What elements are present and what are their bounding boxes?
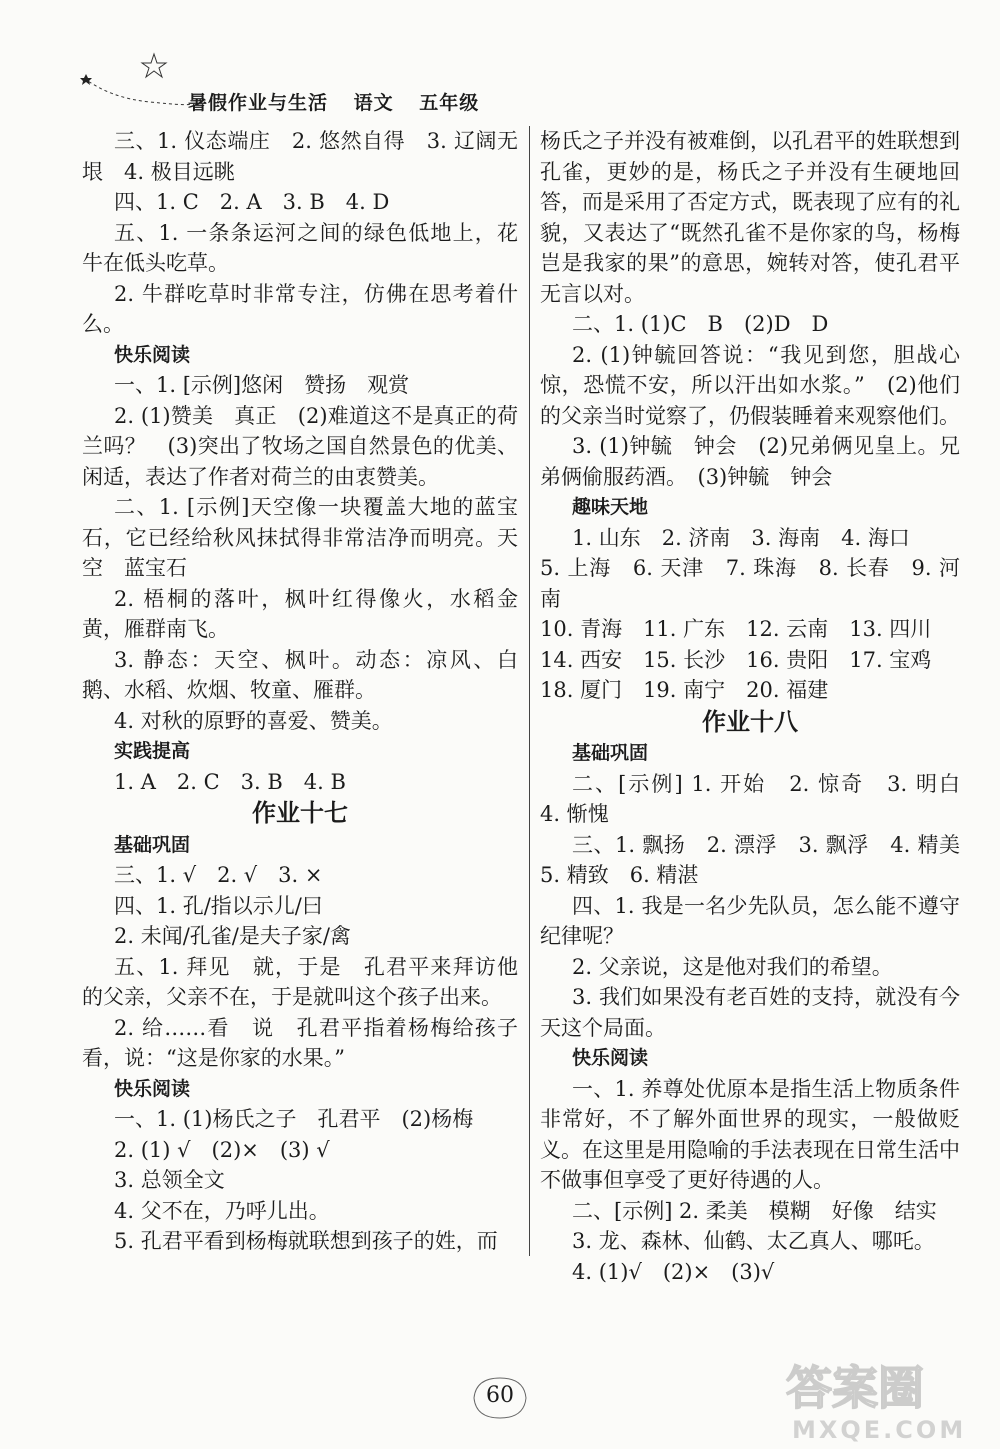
- section-subheading: 实践提高: [114, 740, 191, 762]
- answer-line: 1. A 2. C 3. B 4. B: [114, 769, 346, 794]
- answer-line: 四、1. 我是一名少先队员，怎么能不遵守纪律呢？: [540, 893, 960, 948]
- answer-line: 2. (1)赞美 真正 (2)难道这不是真正的荷兰吗？ (3)突出了牧场之国自然景色的优美、闲适，表达了作者对荷兰的由衷赞美。: [82, 403, 518, 489]
- section-subheading: 快乐阅读: [114, 1077, 191, 1100]
- grade-label: 五年级: [419, 92, 480, 114]
- answer-line: 三、1. 仪态端庄 2. 悠然自得 3. 辽阔无垠 4. 极目远眺: [82, 129, 518, 184]
- answer-line: 五、1. 一条条运河之间的绿色低地上，花牛在低头吃草。: [82, 220, 518, 275]
- answer-line: 4. 父不在，乃呼儿出。: [114, 1198, 330, 1223]
- section-title: 作业十八: [702, 707, 798, 736]
- small-star-icon: [80, 74, 92, 85]
- answer-line: 四、1. C 2. A 3. B 4. D: [114, 190, 390, 214]
- answer-line: 18. 厦门 19. 南宁 20. 福建: [540, 678, 829, 702]
- answer-line: 3. 总领全文: [114, 1168, 225, 1192]
- answer-line: 三、1. √ 2. √ 3. ×: [114, 863, 323, 887]
- section-subheading: 基础巩固: [572, 742, 649, 764]
- answer-line: 4. 对秋的原野的喜爱、赞美。: [114, 708, 393, 733]
- section-subheading: 快乐阅读: [572, 1047, 649, 1069]
- section-title: 作业十七: [252, 799, 348, 827]
- answer-line: 3. 静态：天空、枫叶。动态：凉风、白鹅、水稻、炊烟、牧童、雁群。: [82, 647, 518, 702]
- answer-line: 2. 父亲说，这是他对我们的希望。: [572, 954, 893, 979]
- answer-line: 二、[示例] 2. 柔美 模糊 好像 结实: [572, 1198, 937, 1223]
- answer-line: 14. 西安 15. 长沙 16. 贵阳 17. 宝鸡: [540, 647, 932, 672]
- watermark-logo: [778, 1352, 993, 1444]
- answer-line: 二、1. (1)C B (2)D D: [572, 312, 829, 336]
- answer-line: 5. 上海 6. 天津 7. 珠海 8. 长春 9. 河南: [540, 556, 960, 611]
- answer-line: 10. 青海 11. 广东 12. 云南 13. 四川: [540, 617, 932, 641]
- header-title: [188, 88, 497, 115]
- star-icon: [142, 54, 166, 77]
- left-column: [82, 126, 518, 1257]
- answer-line: 2. (1) √ (2)× (3) √: [114, 1137, 330, 1162]
- book-title: 暑假作业与生活: [188, 92, 329, 114]
- watermark-text: 答案圈: [786, 1361, 924, 1415]
- watermark-url: MXQE.COM: [792, 1416, 967, 1444]
- page-header: [70, 50, 530, 120]
- answer-line: 一、1. [示例]悠闲 赞扬 观赏: [114, 373, 410, 397]
- section-subheading: 快乐阅读: [114, 343, 191, 366]
- section-subheading: 基础巩固: [114, 833, 191, 856]
- answer-line: 3. 我们如果没有老百姓的支持，就没有今天这个局面。: [540, 985, 960, 1040]
- answer-line: 二、1. [示例]天空像一块覆盖大地的蓝宝石，它已经给秋风抹拭得非常洁净而明亮。天空 蓝宝石: [82, 495, 518, 580]
- answer-line: 3. 龙、森林、仙鹤、太乙真人、哪吒。: [572, 1229, 935, 1253]
- answer-line: 二、[示例] 1. 开始 2. 惊奇 3. 明白 4. 惭愧: [540, 771, 981, 826]
- answer-line: 杨氏之子并没有被难倒，以孔君平的姓联想到孔雀，更妙的是，杨氏之子并没有生硬地回答，而是采用了否定方式，既表现了应有的礼貌，又表达了“既然孔雀不是你家的鸟，杨梅岂是我家的果”的意思，婉转对答，使孔君平无言以对。: [540, 129, 960, 306]
- answer-line: 一、1. (1)杨氏之子 孔君平 (2)杨梅: [114, 1107, 474, 1131]
- page-number: 60: [486, 1383, 514, 1408]
- answer-line: 5. 孔君平看到杨梅就联想到孩子的姓，而: [114, 1229, 498, 1253]
- answer-line: 3. (1)钟毓 钟会 (2)兄弟俩见皇上。兄弟俩偷服药酒。 (3)钟毓 钟会: [540, 434, 960, 489]
- right-column: [540, 126, 981, 1287]
- answer-line: 2. 牛群吃草时非常专注，仿佛在思考着什么。: [82, 281, 518, 336]
- column-divider: [529, 126, 530, 1256]
- answer-line: 1. 山东 2. 济南 3. 海南 4. 海口: [572, 525, 910, 550]
- answer-line: 2. 给……看 说 孔君平指着杨梅给孩子看，说：“这是你家的水果。”: [82, 1015, 518, 1070]
- answer-line: 4. (1)√ (2)× (3)√: [572, 1259, 775, 1284]
- answer-line: 2. (1)钟毓回答说：“我见到您，胆战心惊，恐慌不安，所以汗出如水浆。” (2)他们的父亲当时觉察了，仍假装睡着来观察他们。: [540, 342, 960, 428]
- answer-line: 五、1. 拜见 就，于是 孔君平来拜访他的父亲，父亲不在，于是就叫这个孩子出来。: [82, 954, 518, 1009]
- answer-line: 2. 未闻/孔雀/是夫子家/禽: [114, 924, 351, 948]
- subject-label: 语文: [353, 92, 394, 114]
- answer-line: 三、1. 飘扬 2. 漂浮 3. 飘浮 4. 精美 5. 精致 6. 精湛: [540, 832, 981, 887]
- answer-line: 一、1. 养尊处优原本是指生活上物质条件非常好，不了解外面世界的现实，一般做贬义。在这里是用隐喻的手法表现在日常生活中不做事但享受了更好待遇的人。: [540, 1076, 960, 1192]
- section-subheading: 趣味天地: [572, 496, 649, 518]
- answer-line: 2. 梧桐的落叶，枫叶红得像火，水稻金黄，雁群南飞。: [82, 586, 518, 641]
- answer-line: 四、1. 孔/指以示儿/曰: [114, 893, 323, 918]
